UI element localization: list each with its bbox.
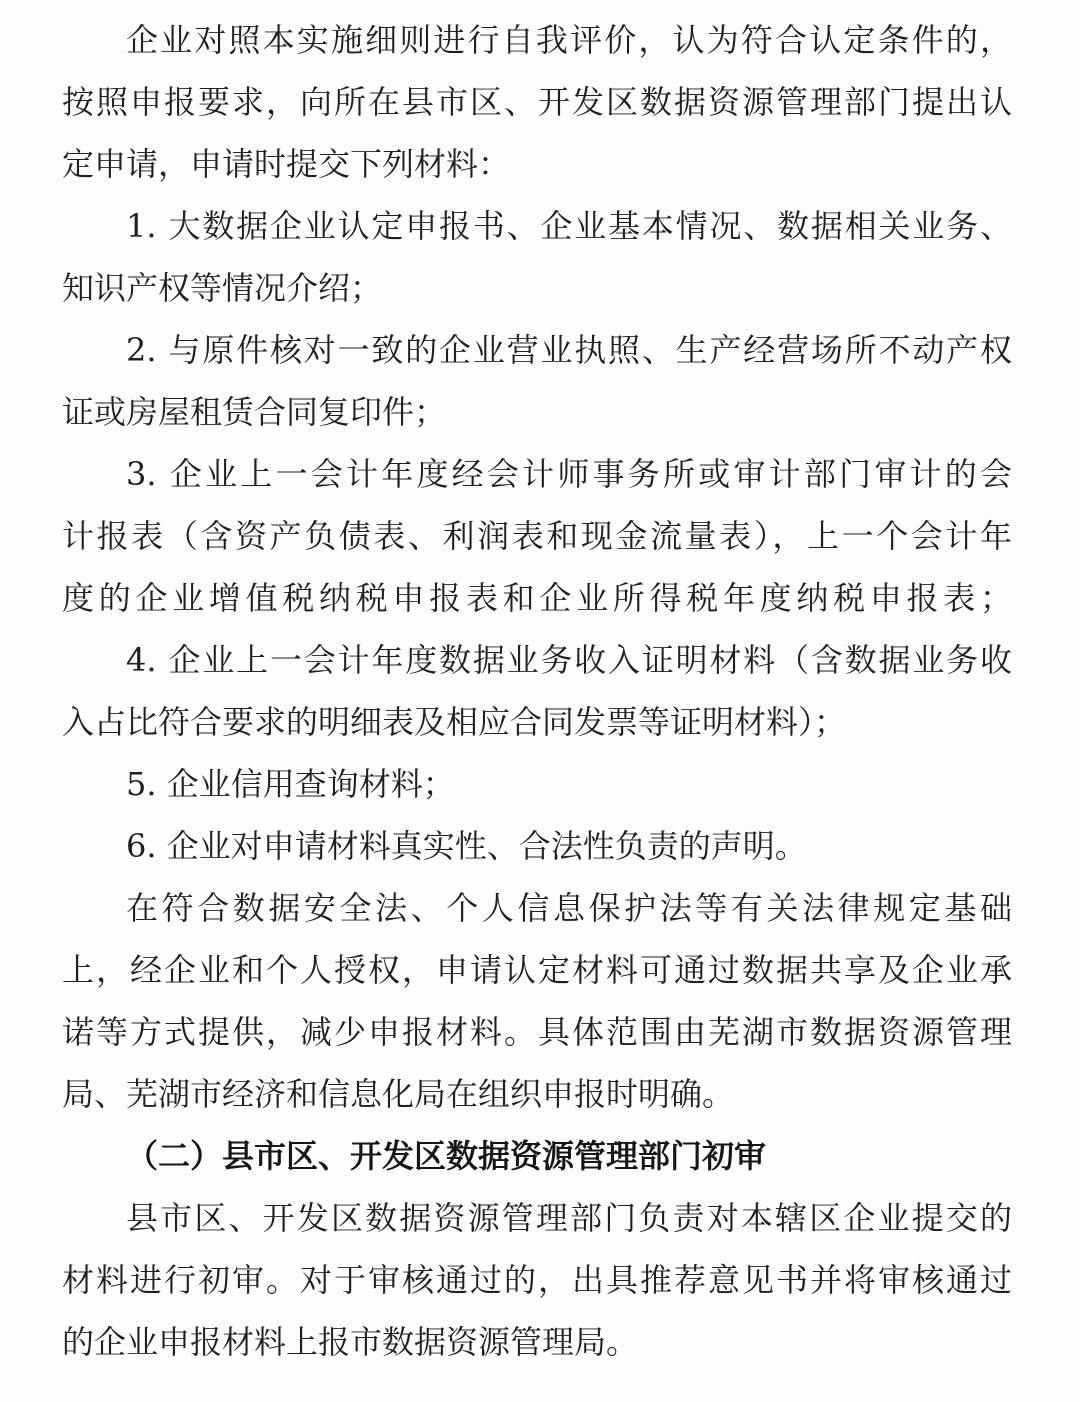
list-item: 4. 企业上一会计年度数据业务收入证明材料（含数据业务收 xyxy=(126,641,1012,679)
text-line: 的企业申报材料上报市数据资源管理局。 xyxy=(62,1323,639,1361)
list-item: 2. 与原件核对一致的企业营业执照、生产经营场所不动产权 xyxy=(126,331,1012,369)
text-line: 按照申报要求，向所在县市区、开发区数据资源管理部门提出认 xyxy=(62,83,1012,121)
text-line: 证或房屋租赁合同复印件； xyxy=(62,393,447,431)
list-item: 6. 企业对申请材料真实性、合法性负责的声明。 xyxy=(126,827,807,865)
text-line: 诺等方式提供，减少申报材料。具体范围由芜湖市数据资源管理 xyxy=(62,1013,1012,1051)
text-line: 度的企业增值税纳税申报表和企业所得税年度纳税申报表； xyxy=(62,579,1012,617)
list-item: 1. 大数据企业认定申报书、企业基本情况、数据相关业务、 xyxy=(126,207,1012,245)
text-line: 县市区、开发区数据资源管理部门负责对本辖区企业提交的 xyxy=(126,1199,1012,1237)
text-line: 局、芜湖市经济和信息化局在组织申报时明确。 xyxy=(62,1075,735,1113)
list-item: 3. 企业上一会计年度经会计师事务所或审计部门审计的会 xyxy=(126,455,1012,493)
text-line: 材料进行初审。对于审核通过的，出具推荐意见书并将审核通过 xyxy=(62,1261,1012,1299)
list-item: 5. 企业信用查询材料； xyxy=(126,765,455,803)
text-line: 在符合数据安全法、个人信息保护法等有关法律规定基础 xyxy=(126,889,1012,927)
text-line: 企业对照本实施细则进行自我评价，认为符合认定条件的， xyxy=(126,21,1012,59)
text-line: 上，经企业和个人授权，申请认定材料可通过数据共享及企业承 xyxy=(62,951,1012,989)
text-line: 入占比符合要求的明细表及相应合同发票等证明材料）； xyxy=(62,703,847,741)
text-line: 知识产权等情况介绍； xyxy=(62,269,383,307)
text-line: 定申请，申请时提交下列材料： xyxy=(62,145,511,183)
section-heading: （二）县市区、开发区数据资源管理部门初审 xyxy=(126,1137,767,1175)
text-line: 计报表（含资产负债表、利润表和现金流量表），上一个会计年 xyxy=(62,517,1012,555)
